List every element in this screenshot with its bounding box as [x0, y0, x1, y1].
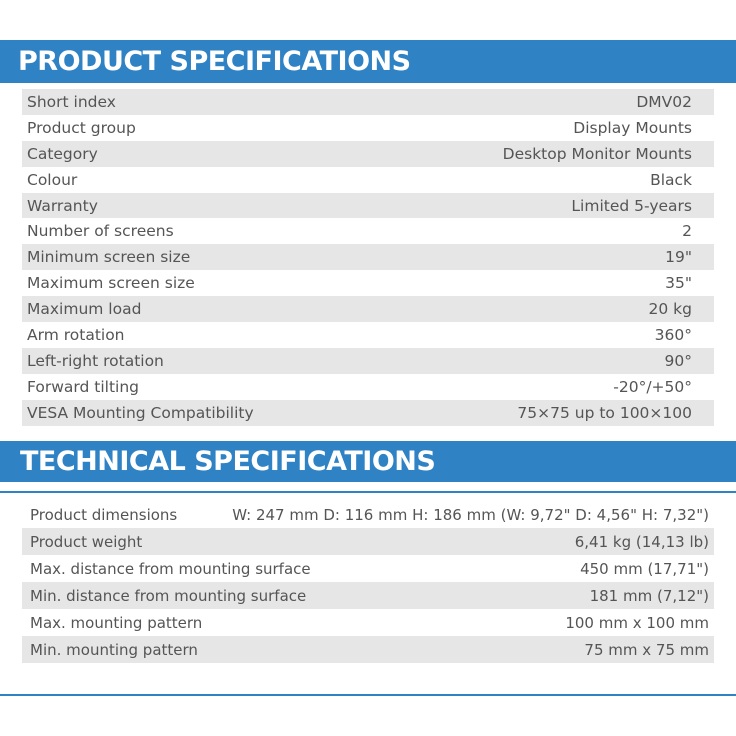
- section-divider-bottom: [0, 694, 736, 696]
- spec-row-product-group: [22, 115, 714, 141]
- spec-label: Maximum screen size: [27, 274, 195, 293]
- spec-label: Warranty: [27, 196, 98, 215]
- spec-label: VESA Mounting Compatibility: [27, 403, 254, 422]
- spec-value: 75 mm x 75 mm: [584, 640, 709, 659]
- spec-value: 450 mm (17,71"): [580, 559, 709, 578]
- spec-value: 100 mm x 100 mm: [565, 613, 709, 632]
- product-specifications-heading: [0, 40, 736, 83]
- tech-row-min-distance: [22, 582, 714, 609]
- spec-value: Limited 5-years: [571, 196, 692, 215]
- tech-row-product-dimensions: [22, 501, 714, 528]
- spec-label: Minimum screen size: [27, 248, 191, 267]
- spec-row-warranty: [22, 193, 714, 219]
- spec-value: 360°: [654, 325, 692, 344]
- technical-specifications-table: [22, 501, 714, 663]
- spec-value: 19": [665, 248, 692, 267]
- spec-label: Colour: [27, 170, 78, 189]
- spec-row-colour: [22, 167, 714, 193]
- spec-row-arm-rotation: [22, 322, 714, 348]
- spec-row-category: [22, 141, 714, 167]
- product-specifications-title: PRODUCT SPECIFICATIONS: [18, 46, 411, 77]
- spec-row-left-right-rotation: [22, 348, 714, 374]
- spec-row-minimum-screen-size: [22, 244, 714, 270]
- spec-label: Category: [27, 144, 98, 163]
- spec-label: Maximum load: [27, 300, 142, 319]
- spec-value: DMV02: [636, 92, 692, 111]
- spec-label: Product dimensions: [30, 505, 178, 524]
- spec-value: W: 247 mm D: 116 mm H: 186 mm (W: 9,72" D: 4,56" H: 7,32"): [232, 505, 709, 524]
- spec-row-number-of-screens: [22, 218, 714, 244]
- spec-row-maximum-load: [22, 296, 714, 322]
- spec-value: 35": [665, 274, 692, 293]
- spec-label: Short index: [27, 92, 116, 111]
- spec-row-vesa-compatibility: [22, 400, 714, 426]
- spec-value: 90°: [664, 351, 692, 370]
- spec-value: -20°/+50°: [613, 377, 692, 396]
- tech-row-max-mounting-pattern: [22, 609, 714, 636]
- spec-value: Black: [650, 170, 692, 189]
- spec-row-short-index: [22, 89, 714, 115]
- spec-label: Product weight: [30, 532, 143, 551]
- tech-row-min-mounting-pattern: [22, 636, 714, 663]
- spec-value: 20 kg: [648, 300, 692, 319]
- tech-row-product-weight: [22, 528, 714, 555]
- technical-specifications-heading: [0, 441, 736, 482]
- spec-label: Min. distance from mounting surface: [30, 586, 307, 605]
- spec-row-maximum-screen-size: [22, 270, 714, 296]
- product-specifications-table: [22, 89, 714, 426]
- spec-label: Max. mounting pattern: [30, 613, 203, 632]
- spec-row-forward-tilting: [22, 374, 714, 400]
- spec-value: 2: [682, 222, 692, 241]
- spec-label: Product group: [27, 118, 136, 137]
- spec-value: 75×75 up to 100×100: [517, 403, 692, 422]
- section-divider-top: [0, 491, 736, 493]
- tech-row-max-distance: [22, 555, 714, 582]
- spec-label: Number of screens: [27, 222, 174, 241]
- spec-label: Arm rotation: [27, 325, 125, 344]
- spec-value: 181 mm (7,12"): [589, 586, 709, 605]
- spec-value: Desktop Monitor Mounts: [502, 144, 692, 163]
- spec-label: Left-right rotation: [27, 351, 164, 370]
- technical-specifications-title: TECHNICAL SPECIFICATIONS: [20, 446, 436, 477]
- spec-value: Display Mounts: [573, 118, 692, 137]
- spec-label: Min. mounting pattern: [30, 640, 198, 659]
- spec-label: Max. distance from mounting surface: [30, 559, 311, 578]
- spec-value: 6,41 kg (14,13 lb): [574, 532, 709, 551]
- spec-label: Forward tilting: [27, 377, 139, 396]
